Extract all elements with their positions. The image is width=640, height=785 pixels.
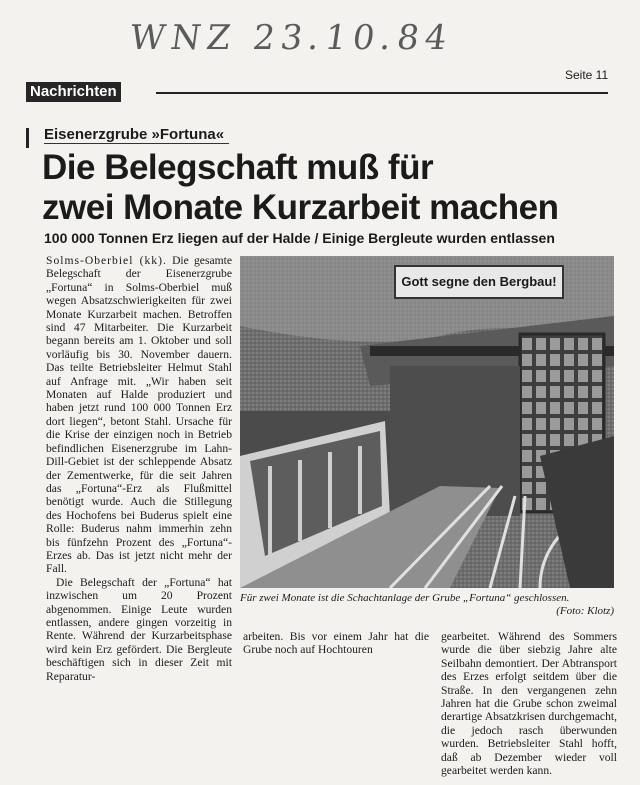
- article-column-1: [46, 254, 232, 683]
- paragraph-1: [46, 254, 232, 576]
- photo-credit: (Foto: Klotz): [556, 604, 614, 617]
- paragraph-3: arbeiten. Bis vor einem Jahr hat die Grube noch auf Hochtouren: [243, 630, 429, 657]
- article-column-3: [441, 630, 617, 777]
- handwritten-date-note: WNZ 23.10.84: [127, 18, 456, 58]
- paragraph-1-text: Die gesamte Belegschaft der Eisenerzgrube „Fortuna“ in Solms-Oberbiel muß wegen Absatzschwierigkeiten für zwei Monate Kurzarbeit machen. Betroffen sind 47 Mitarbeiter. Die Kurzarbeit begann bereits am 1. Oktober und soll vorläufig bis 30. November dauern. Das teilte Betriebsleiter Helmut Stahl auf Anfrage mit. „Wir haben seit Monaten auf Halde produziert und haben jetzt rund 100 000 Tonnen Erz dort liegen“, betont Stahl. Ursache für die Krise der einzigen noch in Betrieb befindlichen Eisenerzgrube im Lahn-Dill-Gebiet ist der schleppende Absatz der Zementwerke, für die seit Jahren das „Fortuna“-Erz als Flußmittel benötigt wurde. Auch die Stillegung des Hochofens bei Buderus spielt eine Rolle: Buderus nahm immerhin zehn bis fünfzehn Prozent des „Fortuna“-Erzes ab. Das ist jetzt nicht mehr der Fall.: [46, 254, 232, 576]
- paragraph-4: gearbeitet. Während des Sommers wurde die über siebzig Jahre alte Seilbahn demontiert. Der Abtransport des Erzes erfolgt seitdem über die Straße. In den vergangenen zehn Jahren hat die Grube schon zweimal derartige Absatzkrisen durchgemacht, die jedoch rasch überwunden wurden. Betriebsleiter Stahl hofft, daß ab Dezember wieder voll gearbeitet werden kann.: [441, 630, 617, 778]
- photo-caption: [240, 592, 614, 617]
- paragraph-2: Die Belegschaft der „Fortuna“ hat inzwischen um 20 Prozent abgenommen. Einige Leute wurden entlassen, andere gingen vorzeitig in Rente. Während der Kurzarbeitsphase wird kein Erz gefördert. Die Bergleute beschäftigen sich in dieser Zeit mit Reparatur-: [46, 575, 232, 683]
- article-photo: [240, 256, 614, 588]
- kicker-bar: [26, 128, 29, 148]
- kicker: Eisenerzgrube »Fortuna«: [44, 126, 225, 143]
- mine-entrance-illustration: [240, 256, 614, 588]
- photo-sign-text: Gott segne den Bergbau!: [401, 274, 557, 289]
- article-column-2: [243, 630, 429, 657]
- headline-line-2: zwei Monate Kurzarbeit machen: [42, 188, 559, 227]
- caption-text: Für zwei Monate ist die Schachtanlage der Grube „Fortuna“ geschlossen.: [240, 592, 570, 604]
- dateline: Solms-Oberbiel (kk).: [46, 254, 167, 267]
- kicker-underline: [44, 143, 229, 144]
- section-rule: [156, 92, 608, 94]
- section-label: Nachrichten: [26, 82, 121, 102]
- page-number: Seite 11: [565, 68, 609, 82]
- headline-line-1: Die Belegschaft muß für: [42, 148, 434, 187]
- subheadline: 100 000 Tonnen Erz liegen auf der Halde / Einige Bergleute wurden entlassen: [44, 230, 555, 246]
